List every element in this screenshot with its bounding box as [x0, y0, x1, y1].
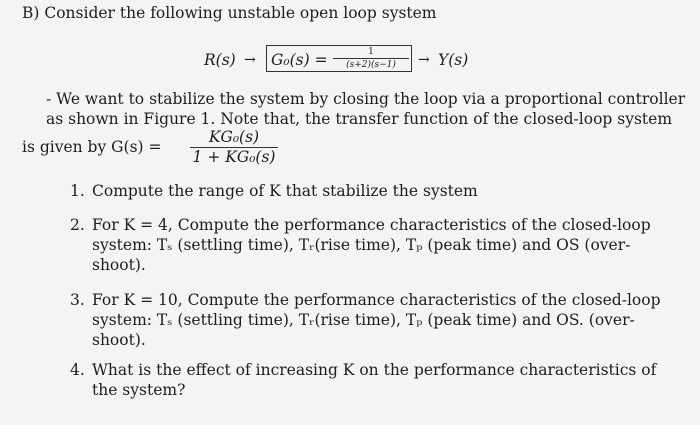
plant-transfer-function — [333, 47, 409, 70]
question-4-line-1: What is the effect of increasing K on the performance characteristics of — [92, 361, 657, 379]
plant-numerator: 1 — [368, 47, 374, 57]
question-number: 3. — [70, 291, 85, 309]
plant-denominator: (s+2)(s−1) — [346, 60, 396, 70]
input-signal: R(s) — [204, 51, 236, 69]
input-arrow-icon: → — [244, 52, 256, 68]
question-2-line-1: For K = 4, Compute the performance characteristics of the closed-loop — [92, 216, 651, 234]
block-diagram — [0, 45, 700, 77]
plant-block — [266, 45, 412, 72]
closed-loop-transfer-function — [190, 128, 278, 166]
question-number: 4. — [70, 361, 85, 379]
question-3-line-2: system: Tₛ (settling time), Tᵣ(rise time), Tₚ (peak time) and OS. (over- — [92, 311, 635, 329]
question-3-line-1: For K = 10, Compute the performance characteristics of the closed-loop — [92, 291, 661, 309]
question-4-line-2: the system? — [92, 381, 186, 399]
question-number: 1. — [70, 182, 85, 200]
closed-loop-denominator: 1 + KG₀(s) — [192, 148, 276, 166]
question-3-line-3: shoot). — [92, 331, 146, 349]
question-2-line-3: shoot). — [92, 256, 146, 274]
section-heading: B) Consider the following unstable open loop system — [22, 4, 437, 22]
output-arrow-icon: → — [418, 52, 430, 68]
intro-line-3: is given by G(s) = — [22, 138, 162, 156]
question-2-line-2: system: Tₛ (settling time), Tᵣ(rise time), Tₚ (peak time) and OS (over- — [92, 236, 631, 254]
intro-line-2: as shown in Figure 1. Note that, the transfer function of the closed-loop system — [46, 110, 673, 128]
intro-line-1: - We want to stabilize the system by closing the loop via a proportional controller — [46, 90, 686, 108]
plant-label: G₀(s) = — [271, 51, 328, 69]
fraction-bar — [333, 58, 409, 59]
closed-loop-numerator: KG₀(s) — [208, 128, 260, 146]
question-1-line-1: Compute the range of K that stabilize the system — [92, 182, 478, 200]
question-number: 2. — [70, 216, 85, 234]
output-signal: Y(s) — [438, 51, 469, 69]
